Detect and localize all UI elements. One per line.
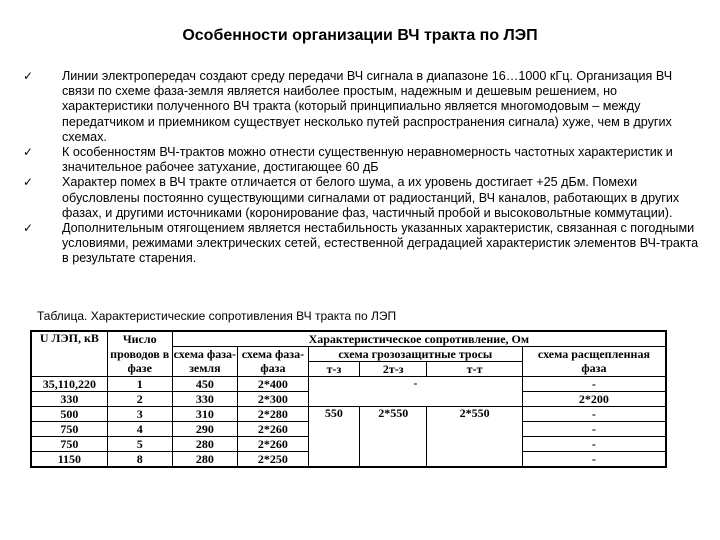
ground-wires-2tz: 2*550 (360, 407, 427, 468)
header-voltage: U ЛЭП, кВ (31, 331, 107, 377)
header-tz: т-з (308, 362, 359, 377)
header-phase-ground: схема фаза- (173, 346, 237, 361)
header-2tz: 2т-з (360, 362, 427, 377)
impedance-table: U ЛЭП, кВ Число Характеристическое сопротивление, Ом проводов в схема фаза- схема фаза- схема грозозащитные тросы схема расщепленная фазе земля фаза т-з 2т-з т-т фаза 35,110,220 1 450 2*400 - - 330 2 330 2*300 2*200 500 3 310 2*280 550 2*550 2*550 - 750 4 290 2*260 - 750 5 280 2*260 - 1150 8 280 2*250 - (30, 330, 667, 468)
table-row: 750 5 280 2*260 - (31, 437, 666, 452)
bullet-list (20, 69, 700, 267)
table-row: 35,110,220 1 450 2*400 - - (31, 377, 666, 392)
ground-wires-tt: 2*550 (427, 407, 523, 468)
header-split-phase: схема расщепленная (522, 347, 666, 362)
bullet-item: ✓ Характер помех в ВЧ тракте отличается от белого шума, а их уровень достигает +25 дБм. Помехи обусловлены постоянно существующими сигналами от радиостанций, ВЧ каналов, работающих в других фазах, и другими источниками (коронирование фаз, частичный пробой и высоковольтные коммутации). (23, 175, 680, 220)
table-row: 500 3 310 2*280 550 2*550 2*550 - (31, 407, 666, 422)
table-row: 330 2 330 2*300 2*200 (31, 392, 666, 407)
bullet-item: ✓ Дополнительным отягощением является нестабильность указанных характеристик, связанная с погодными условиями, режимами электрических сетей, естественной деградацией характеристик элементов ВЧ-тракта в результате старения. (23, 221, 699, 266)
table-row: 1150 8 280 2*250 - (31, 452, 666, 468)
header-ground-wires: схема грозозащитные тросы (308, 347, 522, 362)
header-phase-phase: схема фаза- (238, 347, 309, 362)
header-wires: Число (107, 331, 172, 347)
ground-wires-tz: 550 (308, 407, 359, 468)
header-impedance: Характеристическое сопротивление, Ом (172, 331, 666, 347)
table-row: 750 4 290 2*260 - (31, 422, 666, 437)
bullet-item: ✓ К особенностям ВЧ-трактов можно отнести существенную неравномерность частотных характеристик и значительное рабочее затухание, достигающее 60 дБ (23, 145, 673, 175)
slide-title: Особенности организации ВЧ тракта по ЛЭП (182, 27, 538, 44)
checkmark-icon: ✓ (23, 221, 34, 236)
bullet-item: ✓ Линии электропередач создают среду передачи ВЧ сигнала в диапазоне 16…1000 кГц. Организация ВЧ связи по схеме фаза-земля является наиболее простым, надежным и дешевым решением, но характеристики полученного ВЧ тракта (который принципиально является многомодовым – между передатчиком и приемником существует несколько путей распространения сигнала) хуже, чем в других схемах. (23, 69, 673, 144)
header-tt: т-т (427, 362, 523, 377)
table-caption: Таблица. Характеристические сопротивления ВЧ тракта по ЛЭП (37, 309, 397, 323)
ground-wires-none: - (308, 377, 522, 407)
checkmark-icon: ✓ (23, 175, 34, 190)
checkmark-icon: ✓ (23, 145, 34, 160)
checkmark-icon: ✓ (23, 69, 34, 83)
